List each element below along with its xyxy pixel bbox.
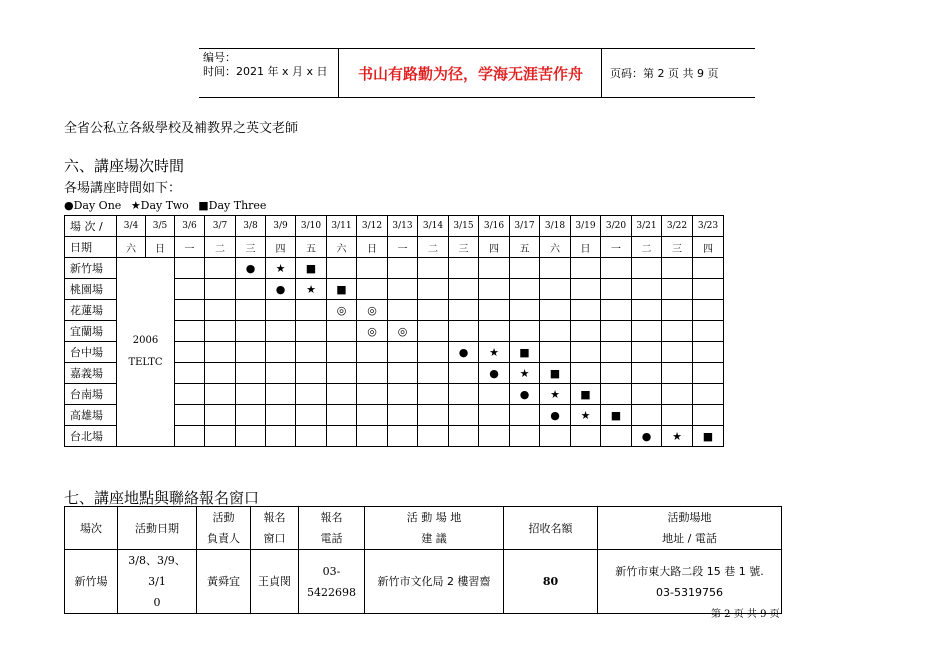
schedule-date-7: 3/11 <box>327 216 357 237</box>
schedule-cell <box>449 426 479 447</box>
schedule-cell <box>205 363 236 384</box>
schedule-cell <box>327 363 357 384</box>
schedule-cell <box>357 342 388 363</box>
schedule-cell <box>510 258 540 279</box>
schedule-cell <box>205 426 236 447</box>
schedule-cell <box>662 405 693 426</box>
schedule-cell <box>175 342 205 363</box>
schedule-weekday-13: 五 <box>510 237 540 258</box>
schedule-cell <box>571 321 601 342</box>
contact-header-person <box>197 507 251 550</box>
schedule-cell <box>662 342 693 363</box>
schedule-table <box>64 215 724 447</box>
schedule-cell <box>632 384 662 405</box>
schedule-cell <box>327 321 357 342</box>
schedule-cell <box>418 384 449 405</box>
schedule-date-4: 3/8 <box>236 216 266 237</box>
schedule-date-1: 3/5 <box>146 216 175 237</box>
schedule-venue-name: 嘉義場 <box>65 363 117 384</box>
schedule-cell <box>175 363 205 384</box>
schedule-cell <box>388 300 418 321</box>
schedule-cell: ● <box>632 426 662 447</box>
schedule-cell <box>296 384 327 405</box>
schedule-cell: ★ <box>662 426 693 447</box>
schedule-weekday-0: 六 <box>117 237 146 258</box>
schedule-cell <box>236 384 266 405</box>
schedule-cell <box>175 384 205 405</box>
contact-quota: 80 <box>504 550 598 614</box>
header-motto: 书山有路勤为径，学海无涯苦作舟 <box>340 49 602 97</box>
schedule-weekday-5: 四 <box>266 237 296 258</box>
contact-address-phone: 03-5319756 <box>656 585 723 599</box>
schedule-cell <box>388 342 418 363</box>
schedule-weekday-4: 三 <box>236 237 266 258</box>
schedule-cell: ◎ <box>357 300 388 321</box>
schedule-date-6: 3/10 <box>296 216 327 237</box>
schedule-venue-name: 台南場 <box>65 384 117 405</box>
schedule-cell <box>418 258 449 279</box>
contact-header-address-line1: 活動場地 <box>667 511 712 524</box>
schedule-cell <box>540 300 571 321</box>
schedule-venue-name: 台中場 <box>65 342 117 363</box>
merged-org: TELTC <box>128 357 163 368</box>
schedule-cell <box>266 426 296 447</box>
schedule-date-12: 3/16 <box>479 216 510 237</box>
schedule-cell <box>479 426 510 447</box>
schedule-cell <box>632 300 662 321</box>
schedule-cell <box>236 279 266 300</box>
schedule-cell <box>601 342 632 363</box>
schedule-cell <box>449 279 479 300</box>
schedule-cell <box>540 258 571 279</box>
legend-day-two: ★Day Two <box>130 199 189 212</box>
schedule-cell <box>327 426 357 447</box>
schedule-cell <box>662 384 693 405</box>
schedule-cell <box>479 384 510 405</box>
schedule-cell <box>357 426 388 447</box>
schedule-cell <box>205 405 236 426</box>
schedule-venue-name: 宜蘭場 <box>65 321 117 342</box>
schedule-cell <box>540 321 571 342</box>
schedule-date-14: 3/18 <box>540 216 571 237</box>
schedule-weekday-10: 二 <box>418 237 449 258</box>
schedule-cell: ★ <box>540 384 571 405</box>
contact-header-window-line1: 報名 <box>263 511 286 524</box>
schedule-venue-name: 桃園場 <box>65 279 117 300</box>
schedule-cell <box>418 426 449 447</box>
schedule-venue-name: 高雄場 <box>65 405 117 426</box>
schedule-cell <box>632 258 662 279</box>
schedule-cell <box>357 258 388 279</box>
contact-venue: 新竹場 <box>65 550 118 614</box>
schedule-date-11: 3/15 <box>449 216 479 237</box>
schedule-date-3: 3/7 <box>205 216 236 237</box>
schedule-date-9: 3/13 <box>388 216 418 237</box>
schedule-cell: ■ <box>571 384 601 405</box>
page-header <box>199 48 755 98</box>
schedule-cell <box>266 300 296 321</box>
schedule-cell <box>266 384 296 405</box>
schedule-date-2: 3/6 <box>175 216 205 237</box>
schedule-cell: ■ <box>296 258 327 279</box>
contact-dates-line1: 3/8、3/9、3/1 <box>128 554 186 588</box>
schedule-cell <box>662 363 693 384</box>
contact-header-location-line1: 活 動 場 地 <box>406 511 462 524</box>
page-footer: 第 2 页 共 9 页 <box>711 609 780 620</box>
contact-header-location <box>365 507 504 550</box>
schedule-cell <box>449 363 479 384</box>
schedule-cell <box>205 279 236 300</box>
legend-day-one: ●Day One <box>64 199 122 212</box>
schedule-cell <box>418 321 449 342</box>
section7-heading: 七、講座地點與聯絡報名窗口 <box>64 489 260 507</box>
schedule-cell <box>418 300 449 321</box>
contact-header-phone-line1: 報名 <box>320 511 343 524</box>
schedule-weekday-1: 日 <box>146 237 175 258</box>
schedule-cell: ■ <box>540 363 571 384</box>
schedule-cell: ● <box>236 258 266 279</box>
schedule-cell <box>662 300 693 321</box>
schedule-cell <box>571 279 601 300</box>
schedule-cell <box>357 405 388 426</box>
schedule-date-13: 3/17 <box>510 216 540 237</box>
schedule-cell <box>327 342 357 363</box>
schedule-legend <box>64 199 272 212</box>
schedule-cell <box>175 405 205 426</box>
schedule-weekday-2: 一 <box>175 237 205 258</box>
schedule-weekday-16: 一 <box>601 237 632 258</box>
schedule-cell: ◎ <box>327 300 357 321</box>
intro-text: 全省公私立各級學校及補教界之英文老師 <box>64 121 299 136</box>
schedule-weekday-3: 二 <box>205 237 236 258</box>
schedule-merged-cell <box>117 258 175 447</box>
contact-row <box>65 550 782 614</box>
schedule-cell <box>662 279 693 300</box>
contact-header-location-line2: 建 議 <box>421 532 447 545</box>
schedule-cell: ★ <box>479 342 510 363</box>
schedule-cell: ◎ <box>388 321 418 342</box>
header-meta <box>199 49 339 97</box>
schedule-cell <box>388 258 418 279</box>
schedule-cell <box>357 279 388 300</box>
schedule-cell <box>479 321 510 342</box>
schedule-cell: ★ <box>510 363 540 384</box>
contact-header-person-line1: 活動 <box>212 511 235 524</box>
schedule-cell <box>662 321 693 342</box>
schedule-cell <box>601 279 632 300</box>
schedule-cell: ● <box>266 279 296 300</box>
time-label: 时间：2021 年 x 月 x 日 <box>203 65 328 78</box>
schedule-weekday-18: 三 <box>662 237 693 258</box>
schedule-cell <box>693 384 724 405</box>
schedule-cell <box>175 426 205 447</box>
schedule-weekday-15: 日 <box>571 237 601 258</box>
schedule-cell <box>175 279 205 300</box>
contact-dates-line2: 0 <box>153 596 161 609</box>
schedule-cell <box>449 300 479 321</box>
schedule-cell <box>388 405 418 426</box>
schedule-cell <box>693 300 724 321</box>
schedule-cell: ● <box>510 384 540 405</box>
schedule-cell <box>601 258 632 279</box>
schedule-date-18: 3/22 <box>662 216 693 237</box>
schedule-weekday-14: 六 <box>540 237 571 258</box>
schedule-cell <box>205 300 236 321</box>
schedule-row <box>65 258 724 279</box>
schedule-cell <box>571 300 601 321</box>
schedule-weekday-6: 五 <box>296 237 327 258</box>
contact-person: 黃舜宜 <box>197 550 251 614</box>
schedule-cell <box>327 405 357 426</box>
schedule-weekday-12: 四 <box>479 237 510 258</box>
schedule-cell <box>479 279 510 300</box>
schedule-cell <box>357 363 388 384</box>
legend-day-three: ■Day Three <box>198 199 267 212</box>
schedule-cell <box>449 405 479 426</box>
schedule-cell <box>479 405 510 426</box>
schedule-cell <box>296 342 327 363</box>
schedule-cell <box>540 342 571 363</box>
schedule-cell <box>571 363 601 384</box>
schedule-cell <box>388 279 418 300</box>
schedule-cell <box>693 279 724 300</box>
contact-header-phone <box>299 507 365 550</box>
schedule-cell <box>296 321 327 342</box>
schedule-cell <box>571 342 601 363</box>
schedule-cell <box>236 405 266 426</box>
schedule-cell: ● <box>479 363 510 384</box>
schedule-cell <box>175 258 205 279</box>
contact-header-quota: 招收名額 <box>504 507 598 550</box>
contact-header-window-line2: 窗口 <box>263 532 286 545</box>
contact-header-venue: 場次 <box>65 507 118 550</box>
schedule-cell <box>327 384 357 405</box>
schedule-weekday-19: 四 <box>693 237 724 258</box>
schedule-cell <box>601 321 632 342</box>
contact-header-address <box>598 507 782 550</box>
schedule-cell: ● <box>449 342 479 363</box>
contact-location: 新竹市文化局 2 樓習齋 <box>365 550 504 614</box>
schedule-cell <box>632 342 662 363</box>
schedule-cell <box>236 321 266 342</box>
schedule-cell <box>296 363 327 384</box>
schedule-cell <box>296 300 327 321</box>
schedule-cell <box>693 258 724 279</box>
schedule-cell <box>388 426 418 447</box>
schedule-cell: ◎ <box>357 321 388 342</box>
schedule-date-8: 3/12 <box>357 216 388 237</box>
schedule-cell <box>662 258 693 279</box>
schedule-cell <box>632 321 662 342</box>
schedule-cell <box>510 279 540 300</box>
schedule-cell <box>693 363 724 384</box>
contact-header-address-line2: 地址 / 電話 <box>662 532 717 545</box>
schedule-cell: ★ <box>296 279 327 300</box>
schedule-date-17: 3/21 <box>632 216 662 237</box>
header-page-label: 页码：第 2 页 共 9 页 <box>610 67 719 80</box>
schedule-cell <box>601 363 632 384</box>
contact-header-phone-line2: 電話 <box>320 532 343 545</box>
schedule-cell <box>205 258 236 279</box>
schedule-cell <box>175 300 205 321</box>
schedule-cell <box>540 426 571 447</box>
schedule-cell <box>175 321 205 342</box>
schedule-cell <box>266 363 296 384</box>
contact-address <box>598 550 782 614</box>
schedule-cell <box>296 426 327 447</box>
schedule-date-15: 3/19 <box>571 216 601 237</box>
schedule-cell <box>236 363 266 384</box>
schedule-cell <box>510 321 540 342</box>
schedule-cell <box>236 300 266 321</box>
schedule-cell: ■ <box>601 405 632 426</box>
schedule-cell <box>388 363 418 384</box>
schedule-weekday-row <box>65 237 724 258</box>
schedule-cell <box>236 342 266 363</box>
schedule-weekday-7: 六 <box>327 237 357 258</box>
schedule-cell <box>632 363 662 384</box>
schedule-cell <box>266 321 296 342</box>
schedule-cell <box>693 405 724 426</box>
contact-header-row <box>65 507 782 550</box>
schedule-cell <box>540 279 571 300</box>
merged-year: 2006 <box>132 335 159 346</box>
schedule-cell <box>266 405 296 426</box>
schedule-cell <box>693 321 724 342</box>
schedule-cell <box>205 384 236 405</box>
schedule-cell <box>205 321 236 342</box>
schedule-cell <box>357 384 388 405</box>
schedule-cell: ■ <box>693 426 724 447</box>
schedule-cell <box>296 405 327 426</box>
contact-phone: 03-5422698 <box>299 550 365 614</box>
schedule-day-header: 日期 <box>65 237 117 258</box>
schedule-cell <box>571 426 601 447</box>
section6-subheading: 各場講座時間如下： <box>64 181 182 196</box>
schedule-cell <box>388 384 418 405</box>
schedule-date-19: 3/23 <box>693 216 724 237</box>
schedule-cell: ★ <box>266 258 296 279</box>
contact-dates <box>118 550 197 614</box>
schedule-cell: ■ <box>327 279 357 300</box>
contact-header-person-line2: 負責人 <box>207 532 240 545</box>
schedule-cell <box>418 279 449 300</box>
schedule-cell <box>632 279 662 300</box>
schedule-cell: ● <box>540 405 571 426</box>
schedule-venue-header: 場 次 / <box>65 216 117 237</box>
schedule-cell <box>510 405 540 426</box>
schedule-weekday-8: 日 <box>357 237 388 258</box>
schedule-date-10: 3/14 <box>418 216 449 237</box>
contact-header-dates: 活動日期 <box>118 507 197 550</box>
schedule-venue-name: 花蓮場 <box>65 300 117 321</box>
schedule-date-0: 3/4 <box>117 216 146 237</box>
schedule-cell <box>479 258 510 279</box>
schedule-weekday-17: 二 <box>632 237 662 258</box>
schedule-cell <box>571 258 601 279</box>
schedule-cell <box>205 342 236 363</box>
number-label: 编号： <box>203 51 236 64</box>
contact-table <box>64 506 782 614</box>
schedule-cell <box>632 405 662 426</box>
contact-address-line1: 新竹市東大路二段 15 巷 1 號. <box>615 564 764 578</box>
schedule-cell: ★ <box>571 405 601 426</box>
schedule-date-16: 3/20 <box>601 216 632 237</box>
schedule-cell <box>601 384 632 405</box>
schedule-date-5: 3/9 <box>266 216 296 237</box>
schedule-venue-name: 台北場 <box>65 426 117 447</box>
contact-window: 王貞閔 <box>251 550 299 614</box>
schedule-cell <box>601 300 632 321</box>
schedule-date-row <box>65 216 724 237</box>
schedule-cell <box>601 426 632 447</box>
schedule-cell <box>327 258 357 279</box>
section6-heading: 六、講座場次時間 <box>64 157 185 175</box>
schedule-weekday-11: 三 <box>449 237 479 258</box>
schedule-cell <box>418 342 449 363</box>
schedule-cell <box>510 300 540 321</box>
schedule-cell <box>418 405 449 426</box>
schedule-cell <box>449 321 479 342</box>
schedule-cell <box>479 300 510 321</box>
schedule-cell <box>236 426 266 447</box>
schedule-weekday-9: 一 <box>388 237 418 258</box>
schedule-venue-name: 新竹場 <box>65 258 117 279</box>
contact-header-window <box>251 507 299 550</box>
schedule-cell <box>266 342 296 363</box>
schedule-cell <box>510 426 540 447</box>
schedule-cell: ■ <box>510 342 540 363</box>
schedule-cell <box>449 384 479 405</box>
schedule-cell <box>418 363 449 384</box>
schedule-cell <box>449 258 479 279</box>
schedule-cell <box>693 342 724 363</box>
